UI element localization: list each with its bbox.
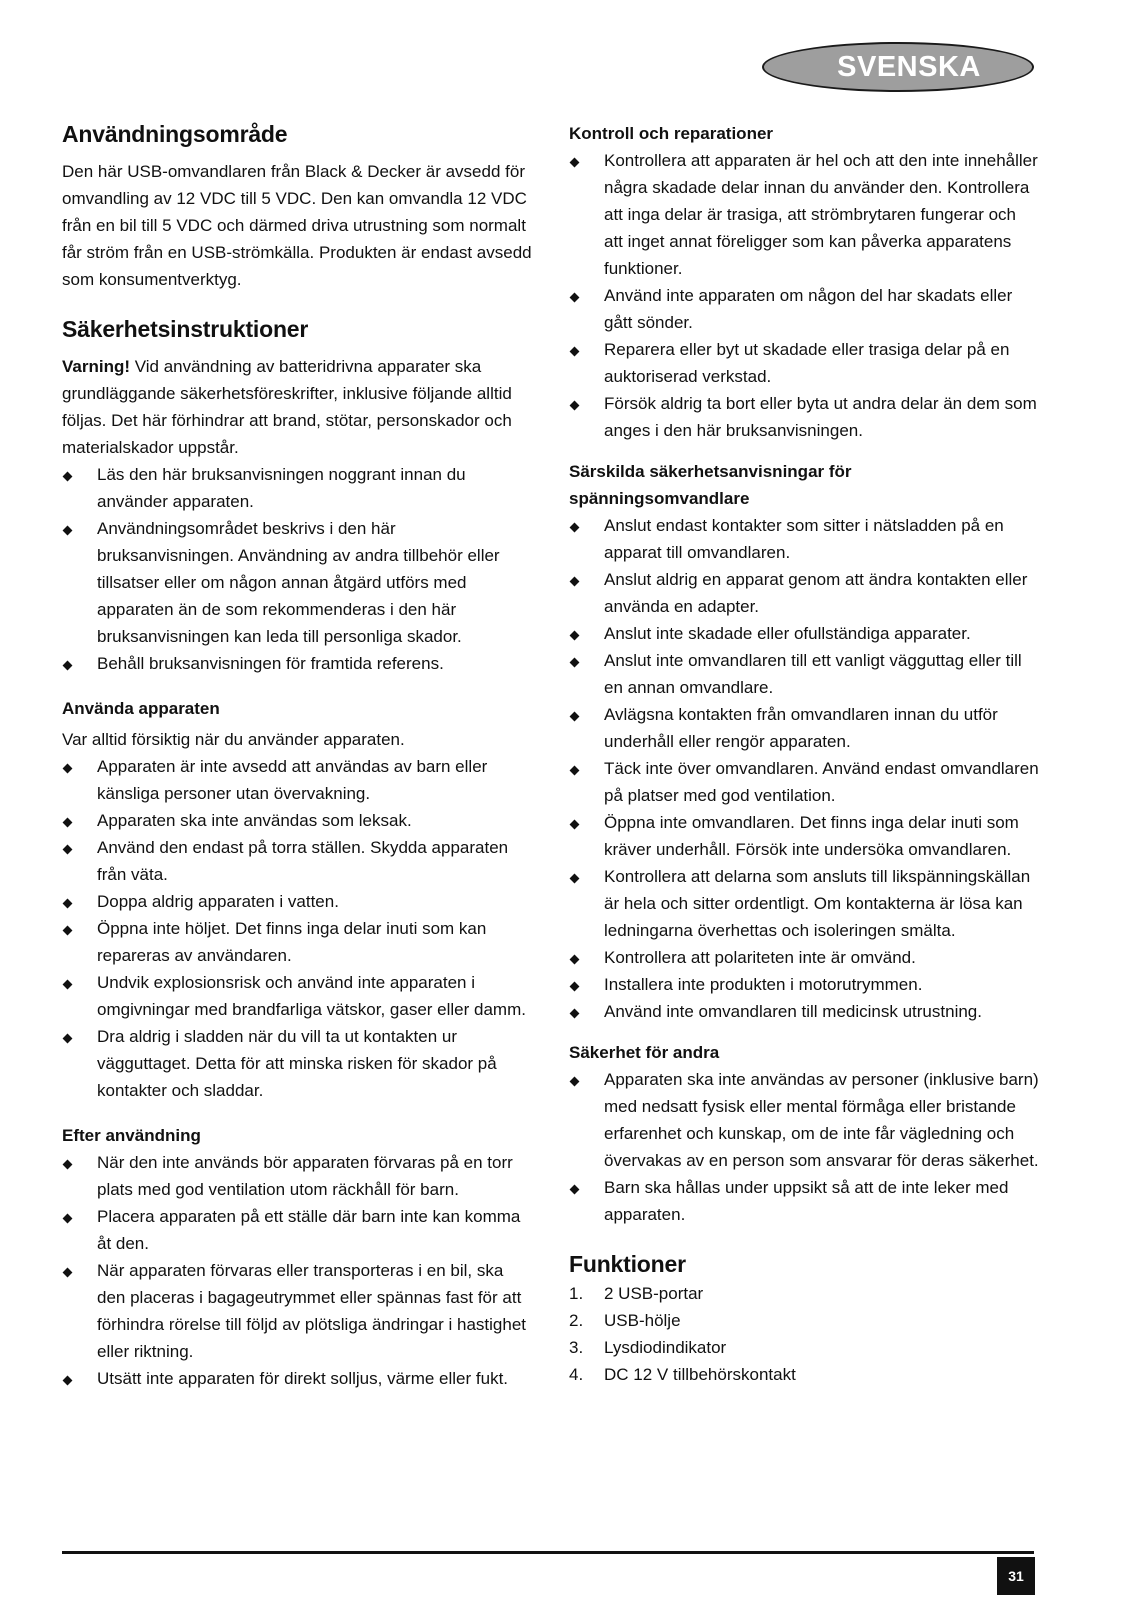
section-title-safety-instructions: Säkerhetsinstruktioner bbox=[62, 316, 309, 342]
diamond-bullet-icon bbox=[570, 1077, 580, 1087]
usage-area-text: Den här USB-omvandlaren från Black & Decker är avsedd för omvandling av 12 VDC till 5 VDC. Den kan omvandla 12 VDC från en bil till 5 VDC och därmed driva utrustning som normalt får ström från en USB-strömkälla. Produkten är endast avsedd som konsumentverktyg. bbox=[62, 162, 532, 289]
diamond-bullet-icon bbox=[63, 818, 73, 828]
diamond-bullet-icon bbox=[63, 526, 73, 536]
diamond-bullet-icon bbox=[570, 523, 580, 533]
list-item: Använd den endast på torra ställen. Skydda apparaten från väta. bbox=[62, 834, 532, 888]
warning-label: Varning! bbox=[62, 357, 131, 376]
section-title-usage-area: Användningsområde bbox=[62, 121, 288, 147]
list-item: När den inte används bör apparaten förvaras på en torr plats med god ventilation utom räckhåll för barn. bbox=[62, 1149, 532, 1203]
list-item: Apparaten är inte avsedd att användas av barn eller känsliga personer utan övervakning. bbox=[62, 753, 532, 807]
list-item: Anslut inte omvandlaren till ett vanligt vägguttag eller till en annan omvandlare. bbox=[569, 647, 1039, 701]
diamond-bullet-icon bbox=[63, 472, 73, 482]
diamond-bullet-icon bbox=[63, 980, 73, 990]
list-item: Dra aldrig i sladden när du vill ta ut kontakten ur vägguttaget. Detta för att minska risken för skador på kontakter och sladdar. bbox=[62, 1023, 532, 1104]
list-item: Läs den här bruksanvisningen noggrant innan du använder apparaten. bbox=[62, 461, 532, 515]
diamond-bullet-icon bbox=[63, 1034, 73, 1044]
warning-paragraph bbox=[62, 353, 532, 461]
subsection-title-after-use: Efter användning bbox=[62, 1126, 201, 1145]
list-item: Försök aldrig ta bort eller byta ut andra delar än dem som anges i den här bruksanvisningen. bbox=[569, 390, 1039, 444]
converter-safety-bullet-list bbox=[569, 512, 1039, 1025]
diamond-bullet-icon bbox=[570, 658, 580, 668]
diamond-bullet-icon bbox=[570, 766, 580, 776]
list-item: Utsätt inte apparaten för direkt solljus, värme eller fukt. bbox=[62, 1365, 532, 1392]
list-item: Använd inte omvandlaren till medicinsk utrustning. bbox=[569, 998, 1039, 1025]
list-item: Täck inte över omvandlaren. Använd endast omvandlaren på platser med god ventilation. bbox=[569, 755, 1039, 809]
features-list bbox=[569, 1280, 1039, 1388]
diamond-bullet-icon bbox=[570, 293, 580, 303]
list-item: Avlägsna kontakten från omvandlaren innan du utför underhåll eller rengör apparaten. bbox=[569, 701, 1039, 755]
footer-divider bbox=[62, 1551, 1034, 1554]
list-item: 3. Lysdiodindikator bbox=[569, 1338, 727, 1357]
diamond-bullet-icon bbox=[63, 764, 73, 774]
diamond-bullet-icon bbox=[570, 820, 580, 830]
page-number: 31 bbox=[1008, 1568, 1024, 1584]
diamond-bullet-icon bbox=[570, 982, 580, 992]
diamond-bullet-icon bbox=[63, 1160, 73, 1170]
list-item: Öppna inte omvandlaren. Det finns inga delar inuti som kräver underhåll. Försök inte undersöka omvandlaren. bbox=[569, 809, 1039, 863]
diamond-bullet-icon bbox=[570, 401, 580, 411]
list-item: Kontrollera att delarna som ansluts till likspänningskällan är hela och sitter ordentligt. Om kontakterna är lösa kan ledningarna överhettas och isoleringen smälta. bbox=[569, 863, 1039, 944]
list-item: Apparaten ska inte användas av personer (inklusive barn) med nedsatt fysisk eller mental förmåga eller bristande erfarenhet och kunskap, om de inte får vägledning och övervakas av en person som ansvarar för deras säkerhet. bbox=[569, 1066, 1039, 1174]
diamond-bullet-icon bbox=[63, 661, 73, 671]
list-item: 2. USB-hölje bbox=[569, 1311, 681, 1330]
list-item: Reparera eller byt ut skadade eller trasiga delar på en auktoriserad verkstad. bbox=[569, 336, 1039, 390]
using-intro: Var alltid försiktig när du använder apparaten. bbox=[62, 730, 405, 749]
list-item: Undvik explosionsrisk och använd inte apparaten i omgivningar med brandfarliga vätskor, gaser eller damm. bbox=[62, 969, 532, 1023]
list-item: Placera apparaten på ett ställe där barn inte kan komma åt den. bbox=[62, 1203, 532, 1257]
diamond-bullet-icon bbox=[63, 1268, 73, 1278]
diamond-bullet-icon bbox=[570, 955, 580, 965]
safety-of-others-bullet-list bbox=[569, 1066, 1039, 1228]
language-label: SVENSKA bbox=[837, 50, 981, 83]
diamond-bullet-icon bbox=[570, 712, 580, 722]
diamond-bullet-icon bbox=[63, 845, 73, 855]
diamond-bullet-icon bbox=[570, 1009, 580, 1019]
list-item: Anslut aldrig en apparat genom att ändra kontakten eller använda en adapter. bbox=[569, 566, 1039, 620]
list-item: Barn ska hållas under uppsikt så att de inte leker med apparaten. bbox=[569, 1174, 1039, 1228]
list-item: 1. 2 USB-portar bbox=[569, 1284, 704, 1303]
list-item: Anslut inte skadade eller ofullständiga apparater. bbox=[569, 620, 1039, 647]
list-item: Kontrollera att polariteten inte är omvänd. bbox=[569, 944, 1039, 971]
safety-bullet-list bbox=[62, 461, 532, 677]
page-number-badge bbox=[997, 1557, 1035, 1595]
subsection-title-converter-safety: Särskilda säkerhetsanvisningar för spänningsomvandlare bbox=[569, 462, 852, 508]
diamond-bullet-icon bbox=[570, 874, 580, 884]
list-item: Användningsområdet beskrivs i den här bruksanvisningen. Användning av andra tillbehör eller tillsatser eller om någon annan åtgärd utförs med apparaten än de som rekommenderas i den här bruksanvisningen kan leda till personliga skador. bbox=[62, 515, 532, 650]
diamond-bullet-icon bbox=[570, 577, 580, 587]
diamond-bullet-icon bbox=[63, 1376, 73, 1386]
using-bullet-list bbox=[62, 753, 532, 1104]
left-column bbox=[62, 118, 532, 1392]
list-item: När apparaten förvaras eller transporteras i en bil, ska den placeras i bagageutrymmet eller spännas fast för att förhindra rörelse till följd av plötsliga ändringar i hastighet eller riktning. bbox=[62, 1257, 532, 1365]
diamond-bullet-icon bbox=[63, 899, 73, 909]
diamond-bullet-icon bbox=[570, 631, 580, 641]
list-item: Doppa aldrig apparaten i vatten. bbox=[62, 888, 532, 915]
diamond-bullet-icon bbox=[63, 1214, 73, 1224]
subsection-title-using: Använda apparaten bbox=[62, 699, 220, 718]
inspection-bullet-list bbox=[569, 147, 1039, 444]
list-item: 4. DC 12 V tillbehörskontakt bbox=[569, 1365, 796, 1384]
list-item: Apparaten ska inte användas som leksak. bbox=[62, 807, 532, 834]
list-item: Kontrollera att apparaten är hel och att den inte innehåller några skadade delar innan du använder den. Kontrollera att inga delar är trasiga, att strömbrytaren fungerar och att inget annat föreligger som kan påverka apparatens funktioner. bbox=[569, 147, 1039, 282]
warning-text: Vid användning av batteridrivna apparater ska grundläggande säkerhetsföreskrifter, inklusive följande alltid följas. Det här förhindrar att brand, stötar, personskador och materialskador uppstår. bbox=[62, 357, 512, 457]
list-item: Behåll bruksanvisningen för framtida referens. bbox=[62, 650, 532, 677]
right-column bbox=[569, 120, 1039, 1388]
diamond-bullet-icon bbox=[570, 158, 580, 168]
subsection-title-safety-of-others: Säkerhet för andra bbox=[569, 1043, 720, 1062]
after-use-bullet-list bbox=[62, 1149, 532, 1392]
section-title-features: Funktioner bbox=[569, 1251, 686, 1277]
diamond-bullet-icon bbox=[570, 347, 580, 357]
list-item: Öppna inte höljet. Det finns inga delar inuti som kan repareras av användaren. bbox=[62, 915, 532, 969]
list-item: Anslut endast kontakter som sitter i nätsladden på en apparat till omvandlaren. bbox=[569, 512, 1039, 566]
list-item: Installera inte produkten i motorutrymmen. bbox=[569, 971, 1039, 998]
subsection-title-inspection-repairs: Kontroll och reparationer bbox=[569, 124, 774, 143]
diamond-bullet-icon bbox=[570, 1185, 580, 1195]
list-item: Använd inte apparaten om någon del har skadats eller gått sönder. bbox=[569, 282, 1039, 336]
diamond-bullet-icon bbox=[63, 926, 73, 936]
language-tab bbox=[762, 42, 1034, 92]
